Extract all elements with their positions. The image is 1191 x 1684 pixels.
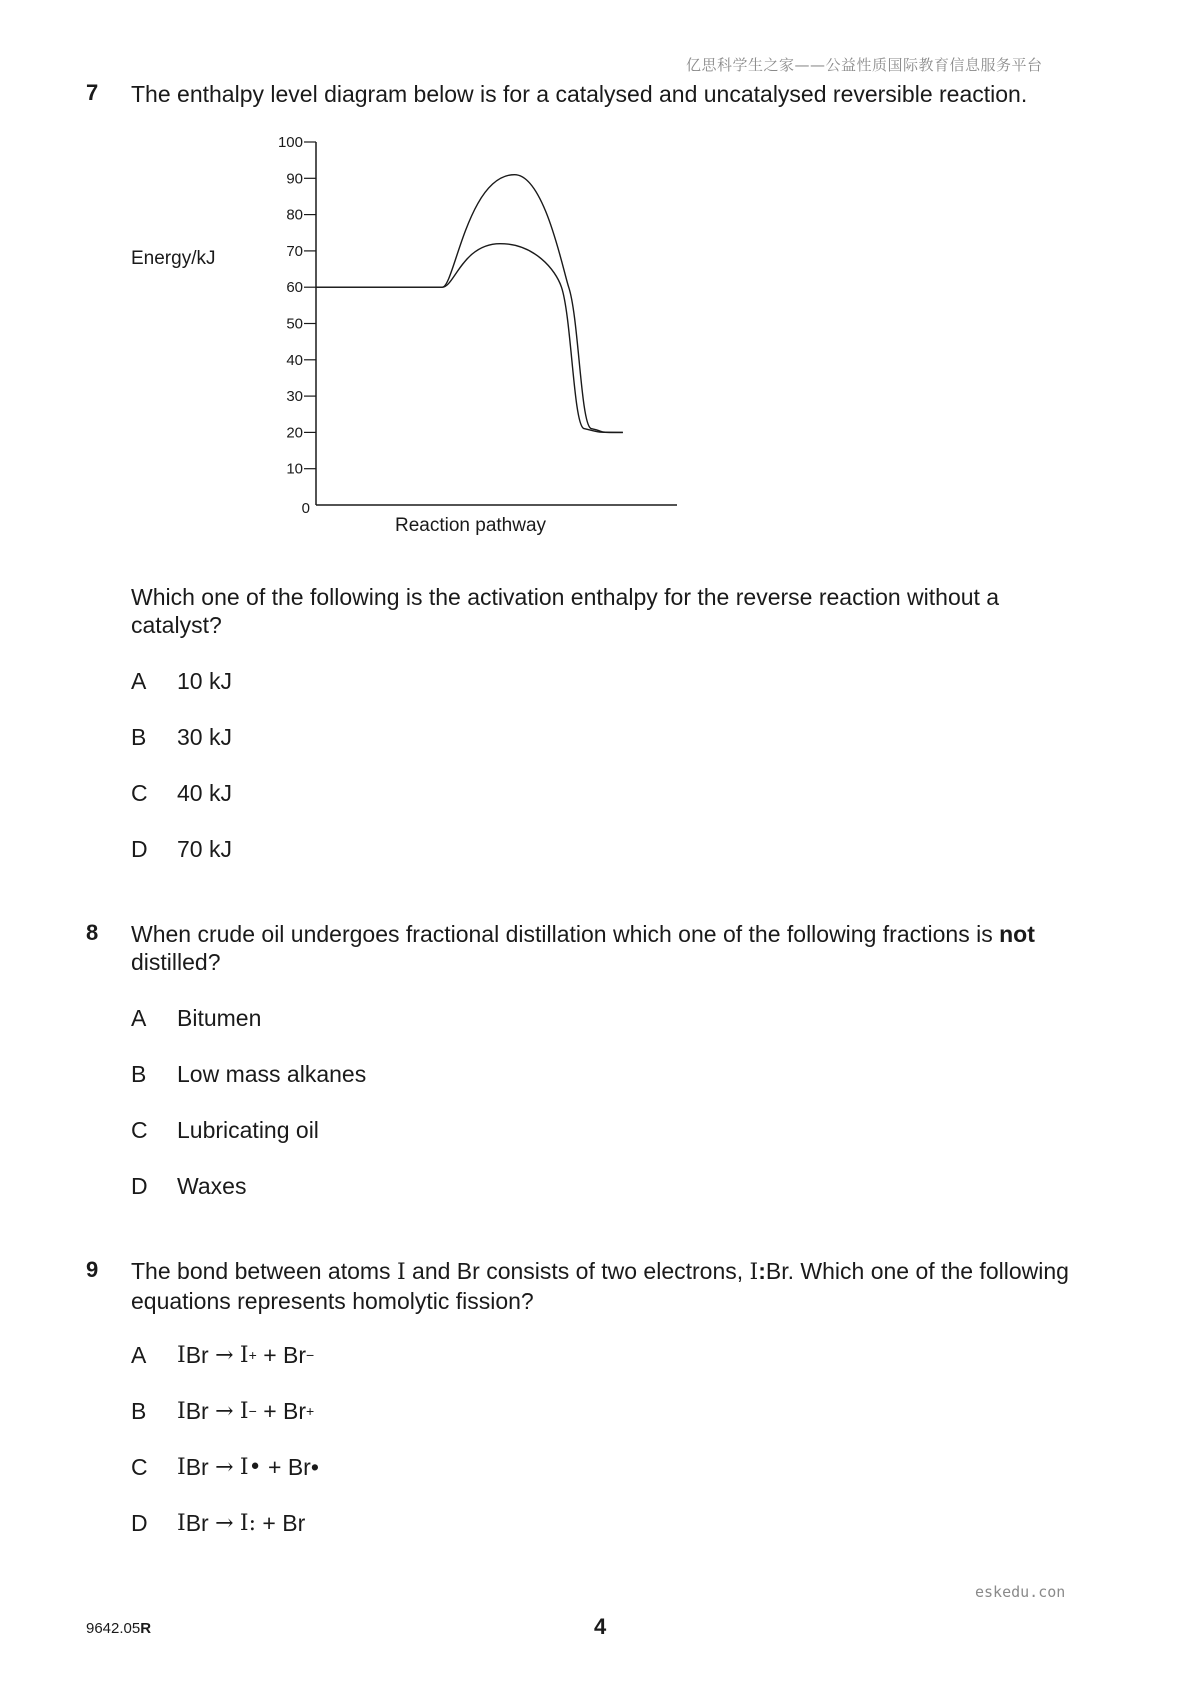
q8-text-bold: not: [999, 921, 1035, 947]
option-letter: A: [131, 1341, 147, 1368]
chart-curves: [316, 175, 623, 433]
eq-plus: +: [267, 1453, 282, 1480]
q7-option-d[interactable]: [131, 834, 232, 864]
enthalpy-diagram: [0, 0, 1191, 560]
eq-lhs-i: I: [177, 1342, 186, 1368]
option-letter: B: [131, 1060, 147, 1087]
q9-text-2: and Br consists of two electrons,: [405, 1258, 750, 1284]
y-tick-label: 50: [286, 315, 303, 333]
q9-bond-colon: :: [758, 1258, 766, 1284]
q8-option-a[interactable]: [131, 1003, 261, 1033]
y-tick-label: 20: [286, 424, 303, 442]
option-letter: B: [131, 1397, 147, 1424]
eq-br: Br•: [287, 1453, 319, 1480]
q8-text-before: When crude oil undergoes fractional distillation which one of the following fractions is: [131, 921, 1000, 947]
eq-plus: +: [263, 1397, 277, 1424]
y-tick-label: 40: [286, 351, 303, 369]
q7-option-c[interactable]: [131, 778, 232, 808]
option-text: Waxes: [177, 1172, 247, 1199]
option-letter: D: [131, 1172, 148, 1199]
option-letter: A: [131, 1004, 147, 1031]
eq-lhs-i: I: [177, 1510, 186, 1536]
paper-code: [86, 1620, 151, 1637]
option-letter: A: [131, 667, 147, 694]
option-text: Lubricating oil: [177, 1116, 319, 1143]
x-axis-label: Reaction pathway: [395, 515, 547, 536]
y-axis-label: Energy/kJ: [131, 248, 216, 269]
question-7-text: The enthalpy level diagram below is for a catalysed and uncatalysed reversible reaction.: [131, 81, 1028, 107]
eq-plus: +: [262, 1509, 276, 1536]
option-text: 70 kJ: [177, 835, 232, 862]
option-letter: C: [131, 1453, 148, 1480]
option-text: 40 kJ: [177, 779, 232, 806]
arrow-icon: →: [215, 1398, 234, 1424]
option-letter: C: [131, 779, 148, 806]
arrow-icon: →: [215, 1454, 234, 1480]
question-8-number: 8: [86, 920, 99, 945]
q9-option-b[interactable]: B I Br → I − + Br +: [131, 1397, 315, 1424]
eq-br: Br: [283, 1397, 307, 1424]
eq-plus: +: [263, 1341, 277, 1368]
q9-option-a[interactable]: A I Br → I + + Br −: [131, 1341, 315, 1368]
question-9-number: 9: [86, 1257, 99, 1282]
eq-lhs-br: Br: [185, 1509, 209, 1536]
eq-i: I•: [239, 1454, 262, 1480]
eq-lhs-br: Br: [185, 1397, 209, 1424]
q8-option-b[interactable]: [131, 1059, 366, 1089]
q7-option-a[interactable]: [131, 666, 232, 696]
y-tick-label: 80: [286, 206, 303, 224]
q9-text-3: Br. Which one of the following equations represents homolytic fission?: [131, 1258, 1069, 1314]
eq-lhs-br: Br: [185, 1453, 209, 1480]
eq-lhs-i: I: [177, 1454, 186, 1480]
arrow-icon: →: [215, 1510, 234, 1536]
eq-br: Br: [283, 1341, 307, 1368]
chart-ticks: [278, 134, 316, 517]
y-tick-label: 10: [286, 460, 303, 478]
eq-i: I: [239, 1398, 249, 1424]
y-tick-label: 30: [286, 388, 303, 406]
option-text: Low mass alkanes: [177, 1060, 367, 1087]
q7-option-b[interactable]: [131, 722, 232, 752]
eq-i: I: [239, 1342, 249, 1368]
page-number: 4: [594, 1614, 607, 1639]
q8-text-after: distilled?: [131, 949, 221, 975]
q9-atom-i: I: [396, 1260, 406, 1285]
y-tick-label: 90: [286, 170, 303, 188]
y-tick-label: 70: [286, 242, 303, 260]
q9-bond-i: I: [749, 1260, 759, 1285]
option-letter: C: [131, 1116, 148, 1143]
eq-lhs-i: I: [177, 1398, 186, 1424]
footer-watermark: eskedu.con: [975, 1583, 1066, 1601]
option-letter: B: [131, 723, 147, 750]
y-tick-label: 60: [286, 279, 303, 297]
option-text: 10 kJ: [177, 667, 232, 694]
option-letter: D: [131, 1509, 148, 1536]
header-watermark: 亿思科学生之家——公益性质国际教育信息服务平台: [686, 56, 1043, 74]
eq-br: Br: [282, 1509, 306, 1536]
q8-option-c[interactable]: [131, 1115, 319, 1145]
paper-code-number: 9642.05: [86, 1620, 141, 1637]
y-tick-label: 100: [277, 134, 303, 151]
curve-1: [316, 175, 623, 433]
q9-option-c[interactable]: [131, 1452, 319, 1482]
q9-option-d[interactable]: [131, 1508, 305, 1538]
option-text: 30 kJ: [177, 723, 232, 750]
question-8-text: [131, 920, 1091, 976]
eq-i: I:: [239, 1510, 257, 1536]
question-7-prompt: Which one of the following is the activation enthalpy for the reverse reaction without a catalyst?: [131, 584, 1000, 638]
paper-code-suffix: R: [140, 1620, 152, 1637]
q8-option-d[interactable]: [131, 1171, 246, 1201]
question-9-text: [131, 1257, 1091, 1315]
arrow-icon: →: [215, 1342, 234, 1368]
q9-text-1: The bond between atoms: [131, 1258, 397, 1284]
chart-axes: [316, 142, 677, 505]
option-text: Bitumen: [177, 1004, 262, 1031]
eq-lhs-br: Br: [185, 1341, 209, 1368]
question-7-number: 7: [86, 80, 99, 105]
option-letter: D: [131, 835, 148, 862]
y-tick-label: 0: [301, 500, 310, 517]
